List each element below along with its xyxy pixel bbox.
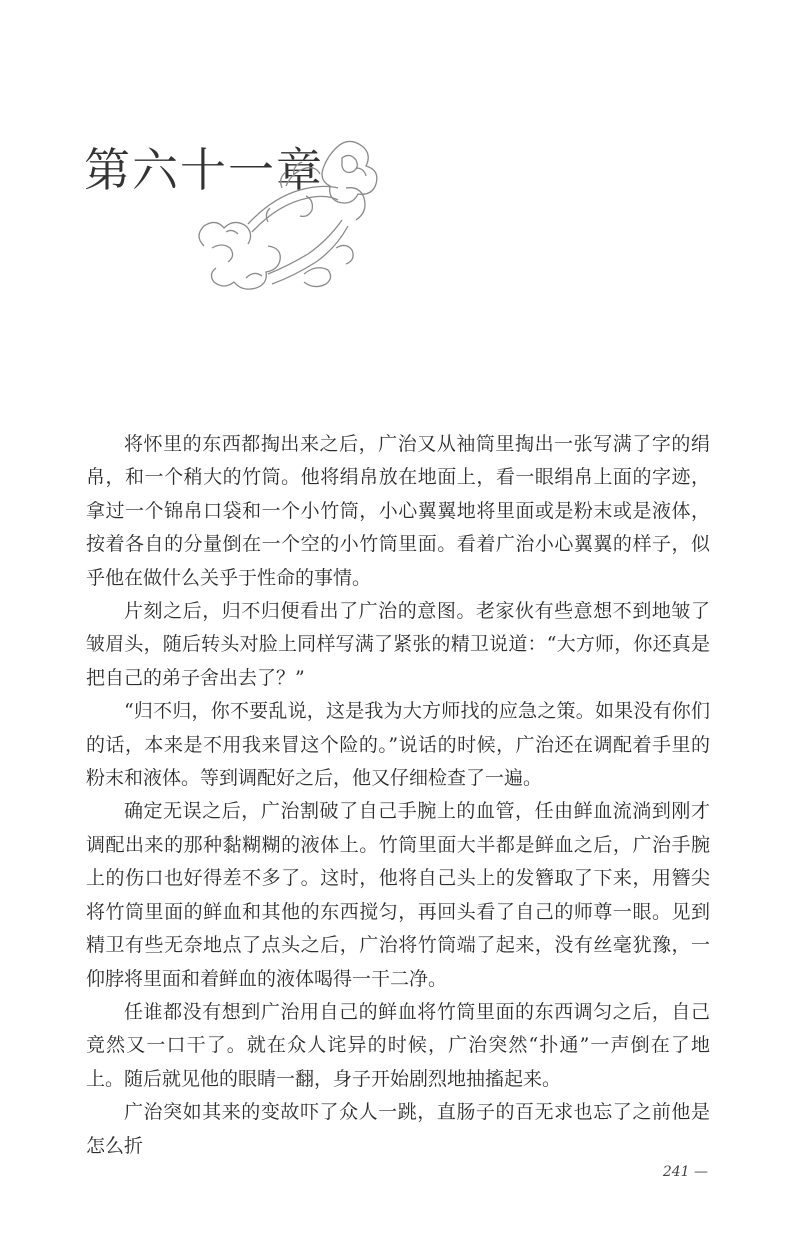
paragraph: 将怀里的东西都掏出来之后，广治又从袖筒里掏出一张写满了字的绢帛，和一个稍大的竹筒。他将绢帛放在地面上，看一眼绢帛上面的字迹，拿过一个锦帛口袋和一个小竹筒，小心翼翼地将里面或是粉末或是液体，按着各自的分量倒在一个空的小竹筒里面。看着广治小心翼翼的样子，似乎他在做什么关乎于性命的事情。 xyxy=(86,433,710,589)
body-text xyxy=(86,428,710,1163)
paragraph: 任谁都没有想到广治用自己的鲜血将竹筒里面的东西调匀之后，自己竟然又一口干了。就在众人诧异的时候，广治突然“扑通”一声倒在了地上。随后就见他的眼睛一翻，身子开始剧烈地抽搐起来。 xyxy=(86,1000,710,1090)
paragraph: 广治突如其来的变故吓了众人一跳，直肠子的百无求也忘了之前他是怎么折 xyxy=(86,1101,710,1157)
paragraph: 片刻之后，归不归便看出了广治的意图。老家伙有些意想不到地皱了皱眉头，随后转头对脸上同样写满了紧张的精卫说道：“大方师，你还真是把自己的弟子舍出去了？” xyxy=(86,600,710,689)
paragraph: “归不归，你不要乱说，这是我为大方师找的应急之策。如果没有你们的话，本来是不用我来冒这个险的。”说话的时候，广治还在调配着手里的粉末和液体。等到调配好之后，他又仔细检查了一遍。 xyxy=(86,700,710,790)
page-number: 241 — xyxy=(662,1164,708,1180)
dragon-cloud-ornament-icon xyxy=(186,128,386,298)
paragraph: 确定无误之后，广治割破了自己手腕上的血管，任由鲜血流淌到刚才调配出来的那种黏糊糊的液体上。竹筒里面大半都是鲜血之后，广治手腕上的伤口也好得差不多了。这时，他将自己头上的发簪取了下来，用簪尖将竹筒里面的鲜血和其他的东西搅匀，再回头看了自己的师尊一眼。见到精卫有些无奈地点了点头之后，广治将竹筒端了起来，没有丝毫犹豫，一仰脖将里面和着鲜血的液体喝得一干二净。 xyxy=(86,800,710,990)
chapter-title: 第六十一章 xyxy=(84,143,324,197)
